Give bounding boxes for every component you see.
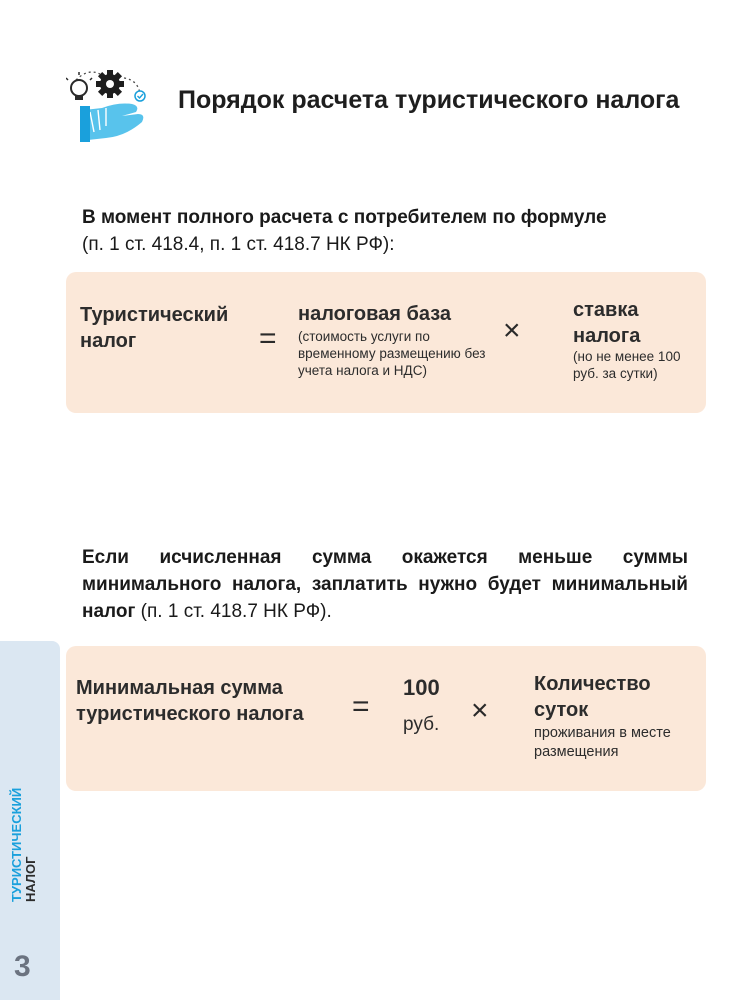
equals-sign: = (259, 322, 277, 355)
formula2-lhs-line1: Минимальная сумма (76, 677, 283, 699)
sidebar-label-line1: ТУРИСТИЧЕСКИЙ (9, 787, 24, 902)
minimum-tax-paragraph (82, 544, 688, 625)
minimum-value: 100 (403, 675, 440, 700)
formula-lhs-line2: налог (80, 330, 137, 352)
multiply-sign-2: × (471, 694, 489, 727)
formula-lhs-line1: Туристический (80, 304, 229, 326)
page-number: 3 (14, 950, 31, 983)
hand-gear-lightbulb-icon (66, 66, 150, 144)
formula-card-minimum (66, 646, 706, 791)
formula-lhs (80, 302, 270, 354)
tax-rate-note: (но не менее 100 руб. за сутки) (573, 349, 681, 381)
sidebar-section-label (10, 788, 38, 902)
days-count-label: Количество суток (534, 673, 651, 721)
tax-base-note: (стоимость услуги по временному размещению без учета налога и НДС) (298, 329, 486, 378)
formula-card-tax (66, 272, 706, 413)
intro-bold-text: В момент полного расчета с потребителем по формуле (82, 207, 607, 228)
formula2-lhs-line2: туристического налога (76, 703, 304, 725)
minimum-tax-bold-text: Если исчисленная сумма окажется меньше суммы минимального налога, заплатить нужно будет минимальный налог (82, 547, 688, 622)
days-count-note: проживания в месте размещения (534, 725, 671, 760)
intro-legal-reference: (п. 1 ст. 418.4, п. 1 ст. 418.7 НК РФ): (82, 234, 395, 255)
tax-base-label: налоговая база (298, 303, 452, 325)
minimum-tax-reference: (п. 1 ст. 418.7 НК РФ). (140, 601, 332, 622)
intro-paragraph (82, 204, 722, 258)
equals-sign-2: = (352, 690, 370, 723)
formula2-lhs (76, 675, 346, 727)
multiply-sign: × (503, 314, 521, 347)
page-title: Порядок расчета туристического налога (178, 86, 680, 114)
minimum-unit: руб. (403, 714, 440, 735)
tax-rate-label: ставка налога (573, 299, 641, 347)
sidebar-label-line2: НАЛОГ (23, 856, 38, 902)
